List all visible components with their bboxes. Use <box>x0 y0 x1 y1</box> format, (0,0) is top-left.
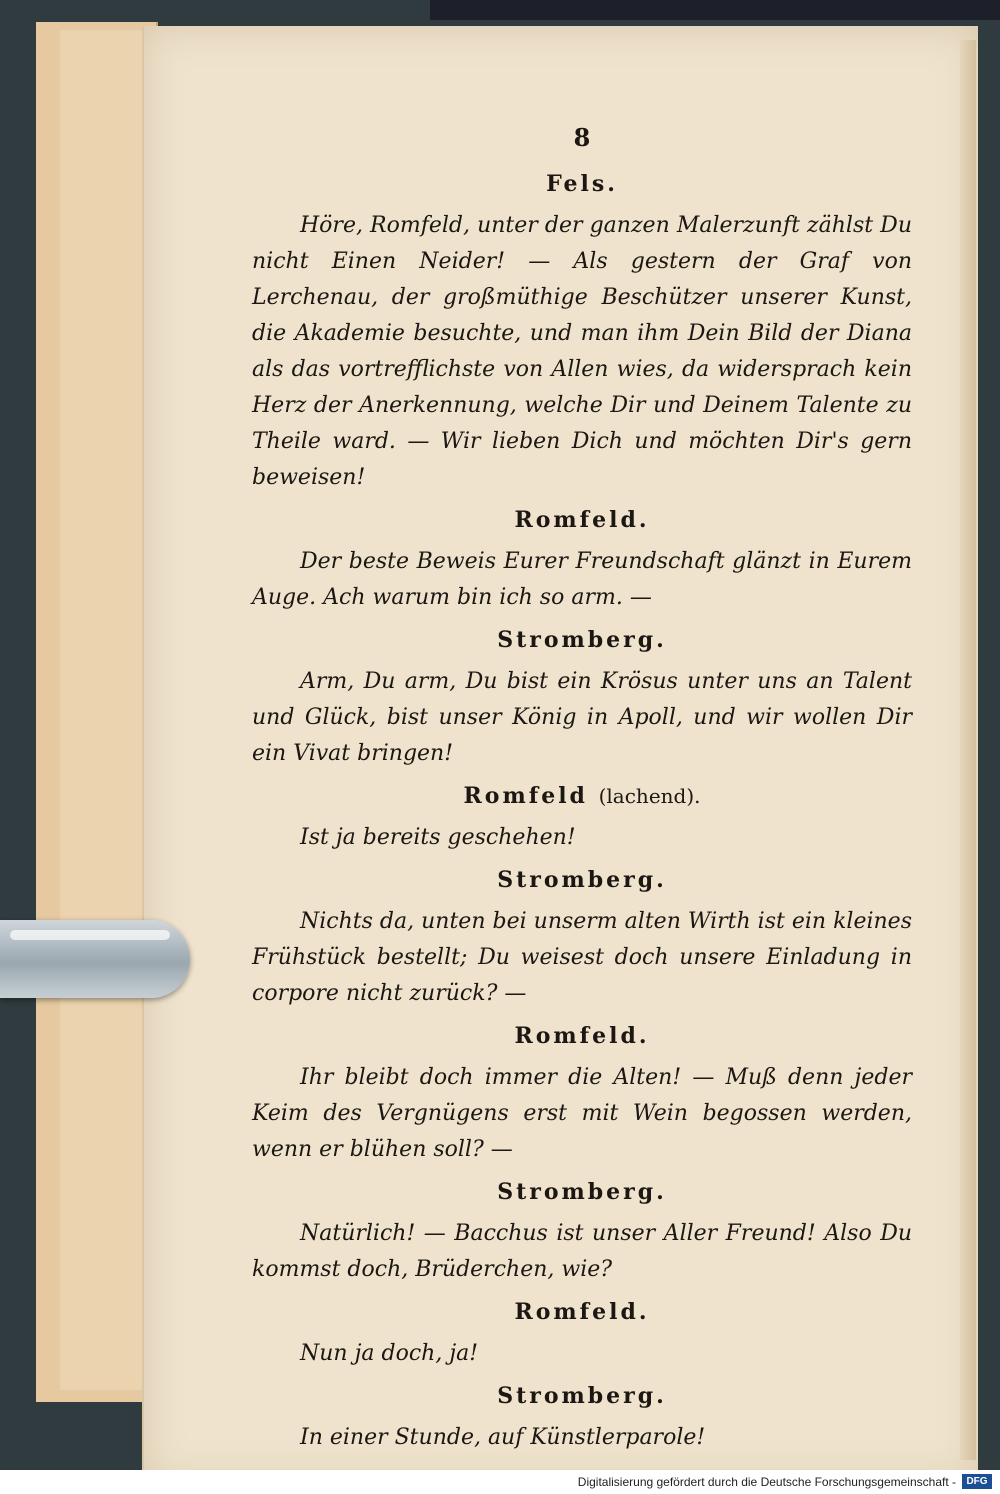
speaker-name: Romfeld <box>463 783 588 809</box>
speech-text: Ist ja bereits geschehen! <box>300 825 576 850</box>
speech-text: Nun ja doch, ja! <box>300 1341 479 1366</box>
speaker-name: Romfeld. <box>514 507 650 533</box>
speech-text: Höre, Romfeld, unter der ganzen Malerzunft zählst Du nicht Einen Neider! — Als gestern der Graf von Lerchenau, der großmüthige Beschützer unserer Kunst, die Akademie besuchte, und man ihm Dein Bild der Diana als das vortrefflichste von Allen wies, da widersprach kein Herz der Anerkennung, welche Dir und Deinem Talente zu Theile ward. — Wir lieben Dich und möchten Dir's gern beweisen! <box>252 213 912 490</box>
speech-text: Nichts da, unten bei unserm alten Wirth ist ein kleines Frühstück bestellt; Du weisest doch unsere Einladung in corpore nicht zurück? — <box>252 909 912 1006</box>
speaker-name: Stromberg. <box>497 1383 667 1409</box>
stage-direction: (lachend). <box>598 784 701 808</box>
speaker-name: Romfeld. <box>514 1023 650 1049</box>
speech-text: In einer Stunde, auf Künstlerparole! <box>300 1425 706 1450</box>
speech-text: Der beste Beweis Eurer Freundschaft glänzt in Eurem Auge. Ach warum bin ich so arm. — <box>252 549 912 610</box>
speech-text: Natürlich! — Bacchus ist unser Aller Freund! Also Du kommst doch, Brüderchen, wie? <box>252 1221 912 1282</box>
speaker-heading <box>252 622 912 658</box>
scan-backdrop <box>430 0 1000 20</box>
speaker-heading <box>252 862 912 898</box>
speaker-name: Stromberg. <box>497 867 667 893</box>
speech-text: Ihr bleibt doch immer die Alten! — Muß denn jeder Keim des Vergnügens erst mit Wein begossen werden, wenn er blühen soll? — <box>252 1065 912 1162</box>
speaker-heading <box>252 502 912 538</box>
speaker-name: Stromberg. <box>497 627 667 653</box>
speaker-heading <box>252 166 912 202</box>
speaker-heading <box>252 1018 912 1054</box>
page-edge <box>960 40 976 1460</box>
speaker-heading <box>252 1174 912 1210</box>
speaker-heading <box>252 1294 912 1330</box>
page-number: 8 <box>573 123 591 152</box>
speaker-name: Stromberg. <box>497 1179 667 1205</box>
funding-credit: Digitalisierung gefördert durch die Deutsche Forschungsgemeinschaft - <box>577 1475 956 1489</box>
speaker-name: Fels. <box>546 171 618 197</box>
speaker-heading <box>252 778 912 814</box>
footer-bar <box>0 1470 1000 1494</box>
speaker-name: Romfeld. <box>514 1299 650 1325</box>
speaker-heading <box>252 1378 912 1414</box>
dfg-logo-icon: DFG <box>962 1474 992 1489</box>
page-text <box>252 120 912 1462</box>
scanner-clip-highlight <box>10 930 170 940</box>
speech-text: Arm, Du arm, Du bist ein Krösus unter uns an Talent und Glück, bist unser König in Apoll, und wir wollen Dir ein Vivat bringen! <box>252 669 912 766</box>
